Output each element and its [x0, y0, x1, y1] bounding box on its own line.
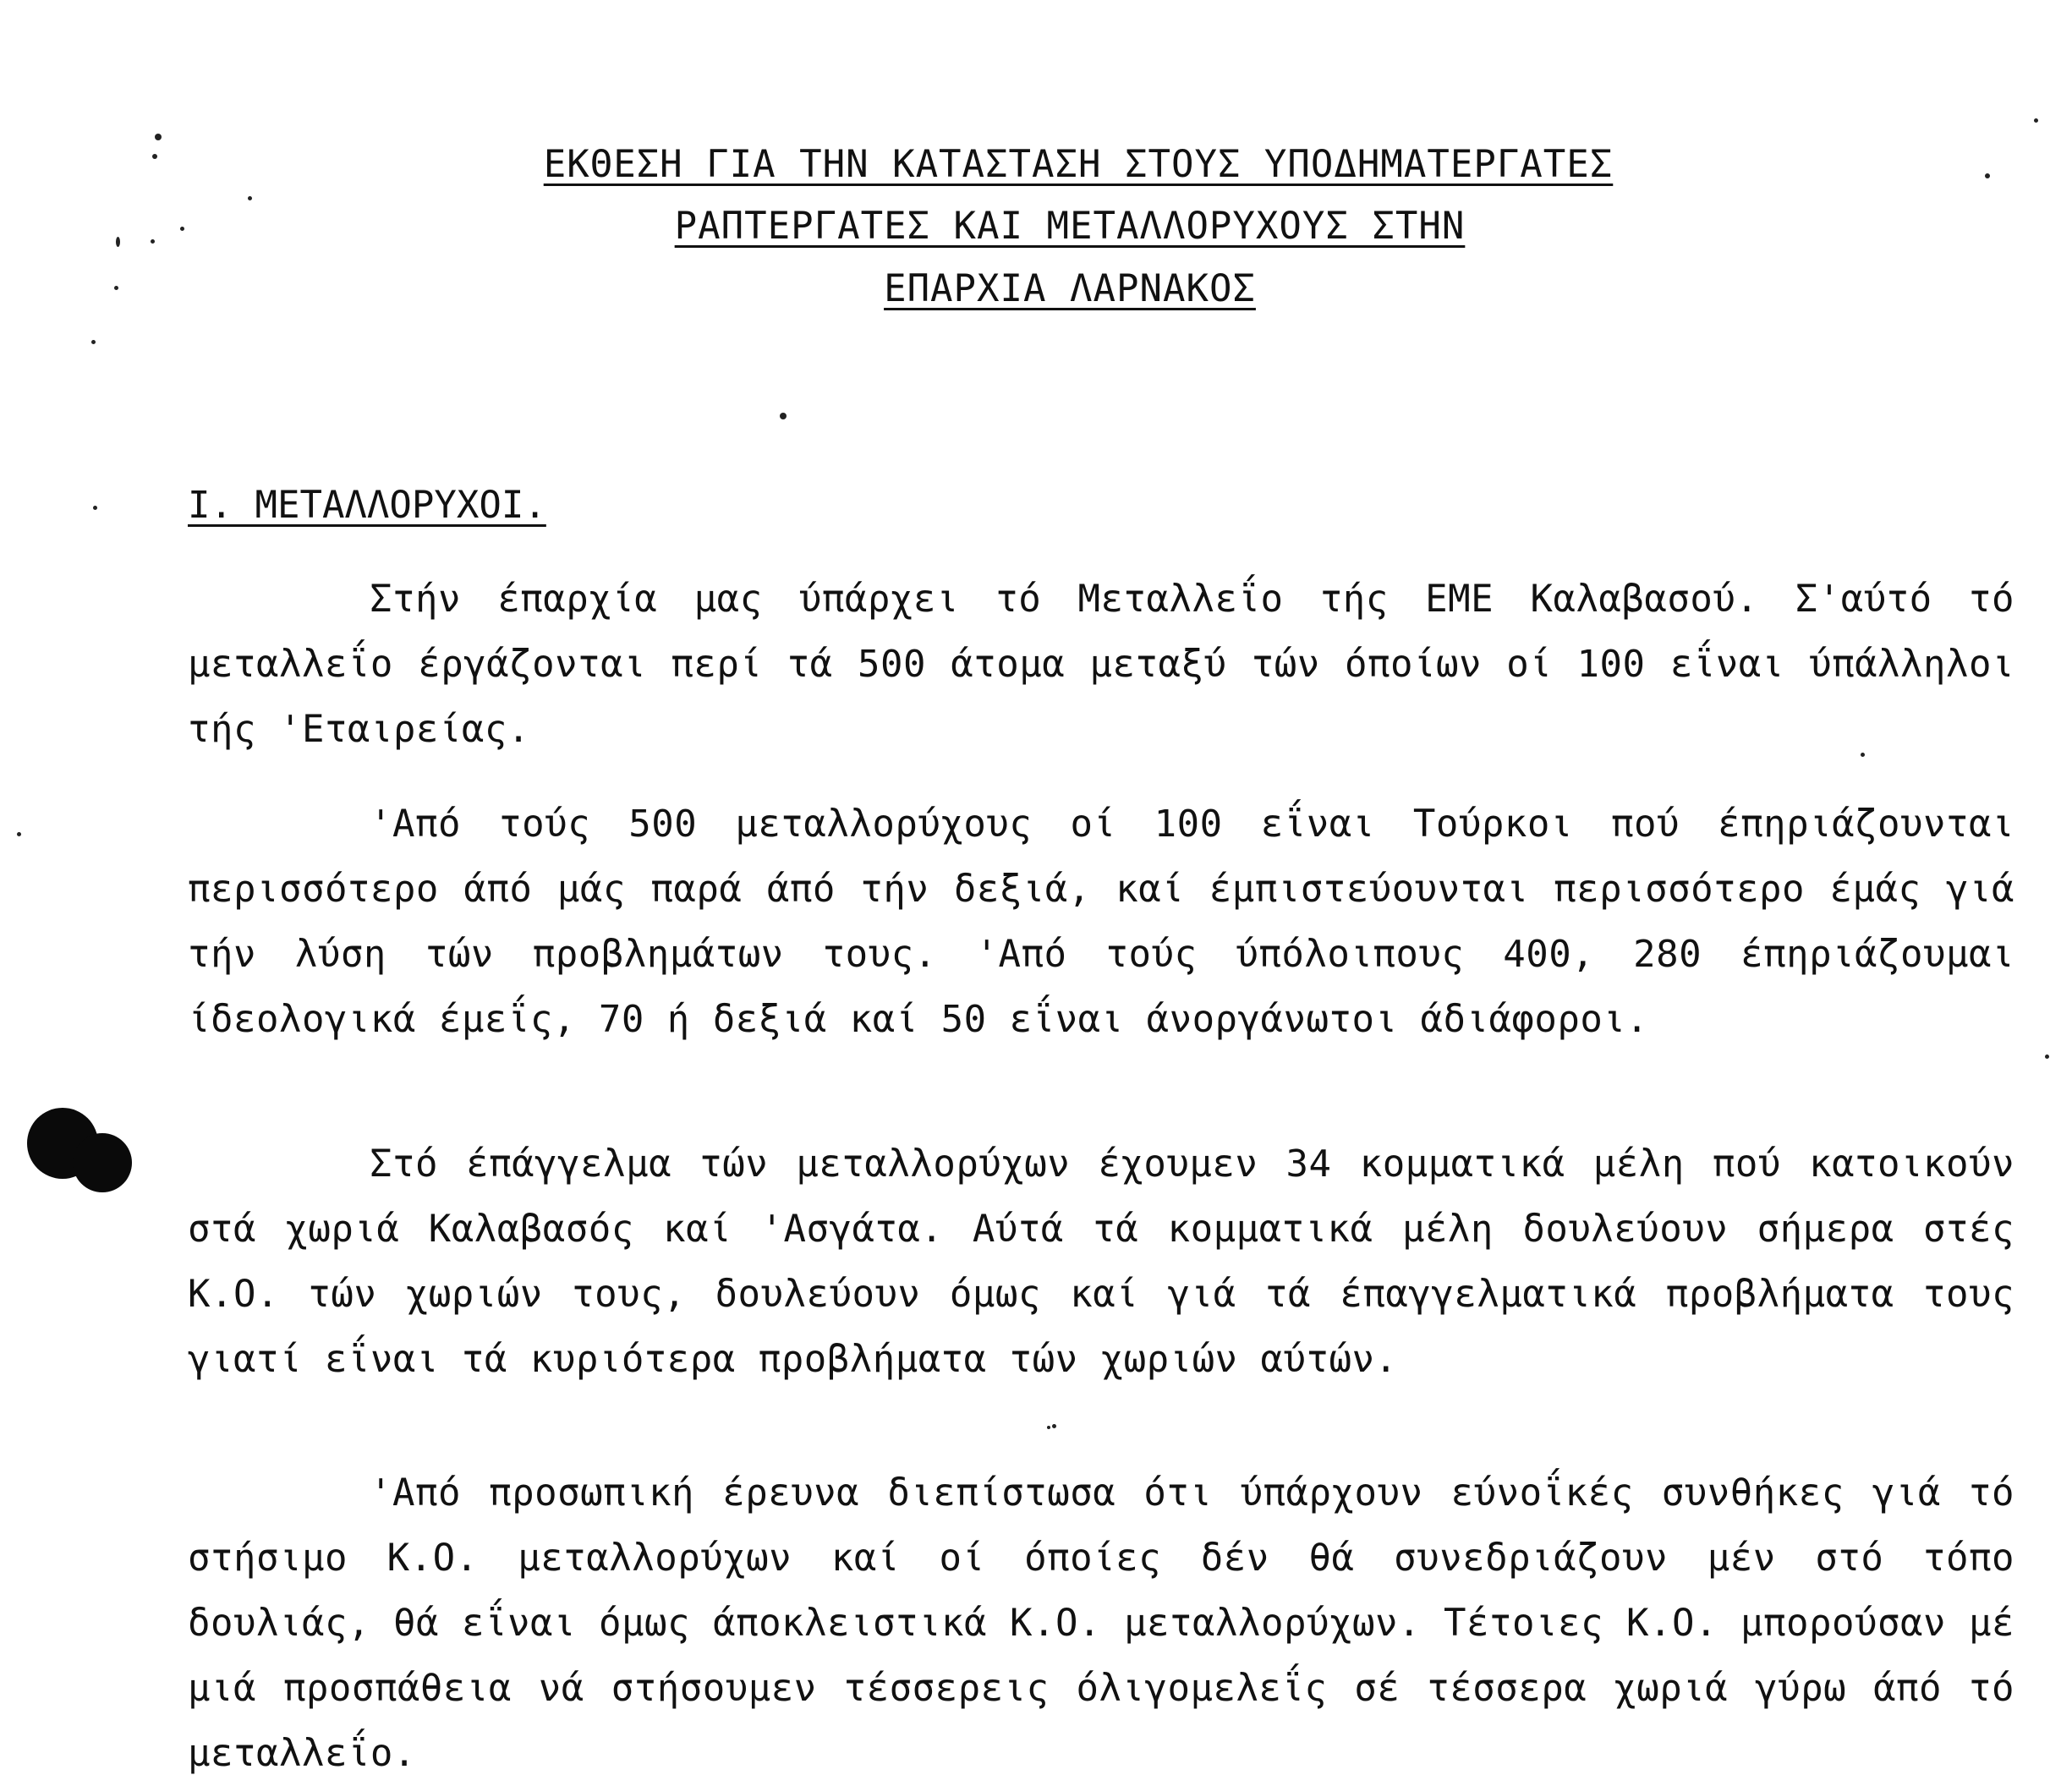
scan-speck — [1985, 173, 1990, 178]
scan-speck — [151, 239, 155, 244]
scan-speck — [116, 237, 120, 247]
scan-speck — [152, 154, 157, 159]
scan-speck — [2045, 1055, 2049, 1059]
scan-speck — [1047, 1426, 1050, 1429]
section-heading: I. ΜΕΤΑΛΛΟΡΥΧΟΙ. — [188, 484, 546, 527]
scan-speck — [114, 286, 118, 290]
scan-speck — [2034, 118, 2038, 123]
paragraph-2: 'Από τούς 500 μεταλλορύχους οί 100 εΐναι Τούρκοι πού έπηριάζουνται περισσότερο άπό μάς παρά άπό τήν δεξιά, καί έμπιστεύουνται περισσότερο έμάς γιά τήν λύση τών προβλημάτων τους. 'Από τούς ύπόλοιπους 400, 280 έπηριάζουμαι ίδεολογικά έμεΐς, 70 ή δεξιά καί 50 εΐναι άνοργάνωτοι άδιάφοροι. — [188, 803, 2014, 1041]
scan-speck — [93, 506, 97, 510]
scan-speck — [91, 340, 96, 344]
paragraph-4: 'Από προσωπική έρευνα διεπίστωσα ότι ύπάρχουν εύνοΐκές συνθήκες γιά τό στήσιμο Κ.Ο. μεταλλορύχων καί οί όποίες δέν θά συνεδριάζουν μέν στό τόπο δουλιάς, θά εΐναι όμως άποκλειστικά Κ.Ο. μεταλλορύχων. Τέτοιες Κ.Ο. μπορούσαν μέ μιά προσπάθεια νά στήσουμεν τέσσερεις όλιγομελεΐς σέ τέσσερα χωριά γύρω άπό τό μεταλλεΐο. — [188, 1471, 2014, 1775]
paragraph-3: Στό έπάγγελμα τών μεταλλορύχων έχουμεν 34 κομματικά μέλη πού κατοικούν στά χωριά Καλαβασός καί 'Ασγάτα. Αύτά τά κομματικά μέλη δουλεύουν σήμερα στές Κ.Ο. τών χωριών τους, δουλεύουν όμως καί γιά τά έπαγγελματικά προβλήματα τους γιατί εΐναι τά κυριότερα προβλήματα τών χωριών αύτών. — [188, 1142, 2014, 1381]
scan-speck — [17, 832, 21, 836]
title-line-3: ΕΠΑΡΧΙΑ ΛΑΡΝΑΚΟΣ — [884, 267, 1256, 310]
scan-speck — [155, 134, 162, 140]
title-line-1: ΕΚΘΕΣΗ ΓΙΑ ΤΗΝ ΚΑΤΑΣΤΑΣΗ ΣΤΟΥΣ ΥΠΟΔΗΜΑΤΕΡΓΑΤΕΣ — [543, 143, 1614, 186]
scan-speck — [1861, 753, 1865, 757]
title-line-2: ΡΑΠΤΕΡΓΑΤΕΣ ΚΑΙ ΜΕΤΑΛΛΟΡΥΧΟΥΣ ΣΤΗΝ — [674, 205, 1466, 248]
scan-speck — [248, 196, 252, 200]
scan-speck — [780, 413, 787, 419]
paragraph-1: Στήν έπαρχία μας ύπάρχει τό Μεταλλεΐο τής ΕΜΕ Καλαβασού. Σ'αύτό τό μεταλλεΐο έργάζονται περί τά 500 άτομα μεταξύ τών όποίων οί 100 εΐναι ύπάλληλοι τής 'Εταιρείας. — [188, 578, 2014, 751]
scan-speck — [180, 227, 184, 231]
hole-punch-mark — [73, 1133, 132, 1192]
scan-speck — [1052, 1424, 1056, 1428]
